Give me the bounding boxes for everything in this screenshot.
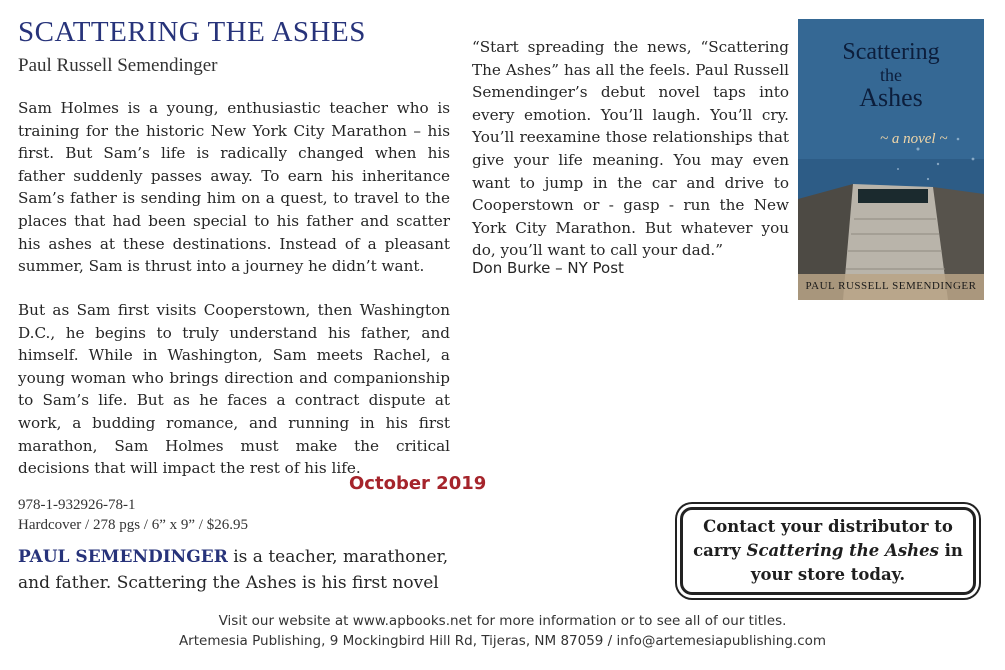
publication-date: October 2019: [349, 473, 487, 494]
contact-book-title: Scattering the Ashes: [746, 541, 939, 560]
footer-website: Visit our website at www.apbooks.net for more information or to see all of our titles.: [218, 613, 787, 629]
contact-distributor-box: [680, 507, 976, 595]
author-bio-text: is a teacher, marathoner, and father. Scattering the Ashes is his first novel: [18, 547, 449, 593]
review-source: Don Burke – NY Post: [472, 259, 624, 277]
contact-line-1: Contact your distributor to carry: [693, 517, 953, 560]
cover-title-line-3: Ashes: [859, 83, 923, 112]
contact-text: [683, 515, 973, 587]
book-author: Paul Russell Semendinger: [18, 55, 218, 76]
book-cover-image: [798, 19, 984, 300]
author-bio-name: PAUL SEMENDINGER: [18, 547, 228, 567]
cover-author: PAUL RUSSELL SEMENDINGER: [805, 280, 977, 292]
contact-line-2: in your store today.: [750, 541, 963, 584]
synopsis-paragraph-1: Sam Holmes is a young, enthusiastic teacher who is training for the historic New York City Marathon – his first. But Sam’s life is radically changed when his father suddenly passes away. To earn his inheritance Sam’s father is sending him on a quest, to travel to the places that had been special to his father and scatter his ashes at these destinations. Instead of a pleasant summer, Sam is thrust into a journey he didn’t want.: [18, 99, 450, 276]
synopsis-paragraph-2: But as Sam first visits Cooperstown, then Washington D.C., he begins to truly understand his father, and himself. While in Washington, Sam meets Rachel, a young woman who brings direction and companionship to Sam’s life. But as he faces a contract dispute at work, a budding romance, and running in his first marathon, Sam Holmes must make the critical decisions that will impact the rest of his life.: [18, 301, 450, 478]
book-title: SCATTERING THE ASHES: [18, 16, 366, 48]
format-details: Hardcover / 278 pgs / 6” x 9” / $26.95: [18, 517, 248, 533]
cover-title-line-1: Scattering: [842, 39, 940, 65]
isbn: 978-1-932926-78-1: [18, 497, 136, 513]
author-bio: [18, 544, 478, 596]
cover-title-line-2: the: [880, 65, 902, 85]
review-quote: “Start spreading the news, “Scattering The Ashes” has all the feels. Paul Russell Semendinger’s debut novel taps into every emotion. You’ll laugh. You’ll cry. You’ll reexamine those relationships that give your life meaning. You may even want to jump in the car and drive to Cooperstown or - gasp - run the New York City Marathon. But whatever you do, you’ll want to call your dad.”: [472, 38, 789, 260]
cover-subtitle: ~ a novel ~: [880, 131, 948, 147]
footer-address: Artemesia Publishing, 9 Mockingbird Hill Rd, Tijeras, NM 87059 / info@artemesiapublishing.com: [178, 633, 827, 649]
